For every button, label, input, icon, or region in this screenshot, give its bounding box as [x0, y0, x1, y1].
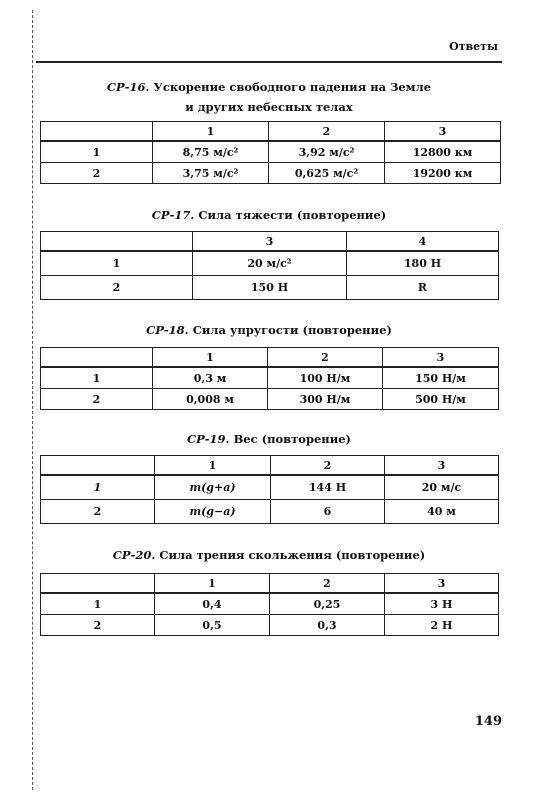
section-title-sr19 — [40, 429, 498, 449]
answers-table-sr19 — [40, 455, 499, 524]
row-label: 2 — [41, 499, 155, 523]
section-title-text: Сила трения скольжения (повторение) — [155, 548, 426, 562]
table-cell: 0,4 — [155, 593, 270, 615]
table-cell-formula: m(g−a) — [155, 499, 271, 523]
row-label: 1 — [41, 367, 153, 389]
table-cell: 20 м/с² — [193, 251, 347, 275]
table-header-cell: 2 — [268, 348, 383, 368]
section-code: СР-16. — [106, 80, 150, 94]
table-cell: 0,25 — [270, 593, 385, 615]
table-header-cell: 4 — [347, 232, 499, 252]
table-header-cell: 2 — [270, 574, 385, 594]
section-title-text: Сила упругости (повторение) — [188, 323, 392, 337]
table-row — [41, 275, 499, 299]
table-header-cell: 3 — [383, 348, 499, 368]
row-label: 2 — [41, 275, 193, 299]
table-row — [41, 615, 499, 636]
section-code: СР-17. — [151, 208, 195, 222]
table-cell: 0,625 м/с² — [269, 163, 385, 184]
table-header-cell: 3 — [385, 574, 499, 594]
row-label: 2 — [41, 163, 153, 184]
table-cell: 300 Н/м — [268, 389, 383, 410]
table-cell: 19200 км — [385, 163, 501, 184]
section-title-text: Ускорение свободного падения на Земле — [149, 80, 432, 94]
table-header-row — [41, 122, 501, 142]
table-header-cell: 3 — [193, 232, 347, 252]
table-header-cell: 1 — [153, 122, 269, 142]
section-title-sr20 — [40, 545, 498, 565]
row-label: 1 — [41, 251, 193, 275]
section-title-sr17 — [40, 205, 498, 225]
table-header-cell: 3 — [385, 122, 501, 142]
table-header-row — [41, 232, 499, 252]
table-cell: 3,75 м/с² — [153, 163, 269, 184]
answers-table-sr20 — [40, 573, 499, 636]
table-header-cell — [41, 232, 193, 252]
table-header-cell — [41, 122, 153, 142]
section-title-sr16 — [40, 77, 498, 97]
table-cell: 0,3 м — [153, 367, 268, 389]
table-cell: 0,5 — [155, 615, 270, 636]
table-cell: 144 Н — [271, 475, 385, 499]
table-cell: 150 Н/м — [383, 367, 499, 389]
row-label: 1 — [41, 593, 155, 615]
table-cell-formula: m(g+a) — [155, 475, 271, 499]
table-header-cell: 1 — [155, 574, 270, 594]
table-header-cell — [41, 456, 155, 476]
table-row — [41, 593, 499, 615]
table-header-row — [41, 348, 499, 368]
table-cell: 3 Н — [385, 593, 499, 615]
row-label: 1 — [41, 141, 153, 163]
section-title-text: Вес (повторение) — [229, 432, 352, 446]
table-header-cell: 1 — [153, 348, 268, 368]
table-header-cell: 2 — [269, 122, 385, 142]
table-header-row — [41, 574, 499, 594]
table-header-cell: 2 — [271, 456, 385, 476]
table-row — [41, 475, 499, 499]
table-row — [41, 251, 499, 275]
section-title-sr18 — [40, 320, 498, 340]
table-row — [41, 389, 499, 410]
section-code: СР-18. — [146, 323, 189, 337]
table-header-cell: 1 — [155, 456, 271, 476]
table-cell: 8,75 м/с² — [153, 141, 269, 163]
table-cell: 0,008 м — [153, 389, 268, 410]
row-label: 2 — [41, 615, 155, 636]
answers-table-sr16 — [40, 121, 501, 184]
table-cell: 500 Н/м — [383, 389, 499, 410]
table-row — [41, 367, 499, 389]
page-number: 149 — [474, 714, 502, 729]
table-header-row — [41, 456, 499, 476]
table-cell: 180 Н — [347, 251, 499, 275]
table-header-cell: 3 — [385, 456, 499, 476]
running-header: Ответы — [449, 40, 498, 53]
answers-table-sr18 — [40, 347, 499, 410]
table-cell: 40 м — [385, 499, 499, 523]
row-label: 1 — [41, 475, 155, 499]
row-label: 2 — [41, 389, 153, 410]
table-row — [41, 163, 501, 184]
header-rule — [36, 61, 502, 63]
table-row — [41, 499, 499, 523]
table-cell: 12800 км — [385, 141, 501, 163]
section-title-text: Сила тяжести (повторение) — [194, 208, 387, 222]
table-cell: 3,92 м/с² — [269, 141, 385, 163]
table-cell: 100 Н/м — [268, 367, 383, 389]
table-cell: R — [347, 275, 499, 299]
table-row — [41, 141, 501, 163]
table-cell: 0,3 — [270, 615, 385, 636]
section-title-sr16-line2: и других небесных телах — [185, 100, 353, 114]
section-code: СР-19. — [186, 432, 230, 446]
page-edge-rule — [32, 10, 33, 790]
table-cell: 2 Н — [385, 615, 499, 636]
table-cell: 150 Н — [193, 275, 347, 299]
table-header-cell — [41, 574, 155, 594]
table-cell: 20 м/с — [385, 475, 499, 499]
answers-table-sr17 — [40, 231, 499, 300]
section-code: СР-20. — [112, 548, 156, 562]
table-header-cell — [41, 348, 153, 368]
table-cell: 6 — [271, 499, 385, 523]
